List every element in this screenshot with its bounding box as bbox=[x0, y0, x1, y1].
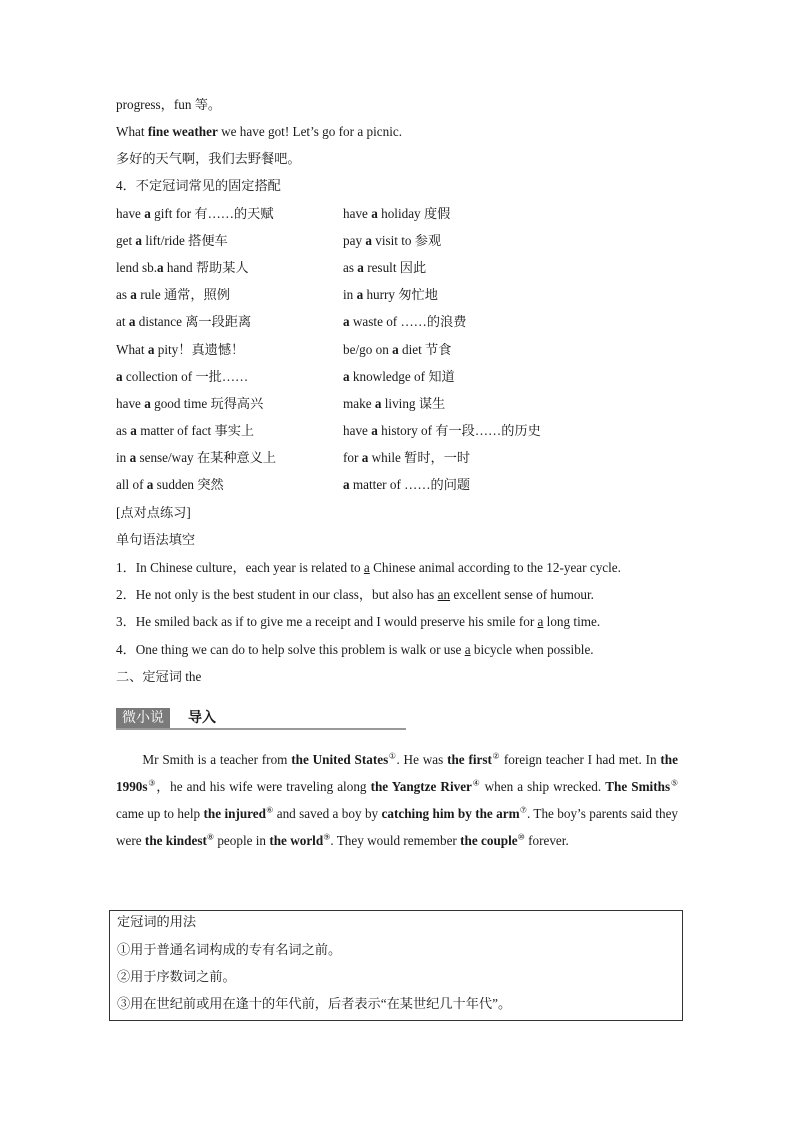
practice-item: 1．In Chinese culture，each year is related to a Chinese animal according to the 12-year cycle. bbox=[116, 560, 621, 575]
phrase-right: in a hurry 匆忙地 bbox=[343, 287, 438, 302]
banner-rule bbox=[116, 728, 406, 730]
phrase-right: have a history of 有一段……的历史 bbox=[343, 423, 541, 438]
answer-blank: a bbox=[537, 614, 544, 629]
practice-header: [点对点练习] bbox=[116, 505, 191, 520]
answer-blank: a bbox=[464, 642, 471, 657]
phrase-right: for a while 暂时，一时 bbox=[343, 450, 471, 465]
section-heading-fixed-phrases: 4．不定冠词常见的固定搭配 bbox=[116, 178, 281, 193]
phrase-left: at a distance 离一段距离 bbox=[116, 314, 252, 329]
phrase-left: a collection of 一批…… bbox=[116, 369, 249, 384]
practice-subheader: 单句语法填空 bbox=[116, 532, 196, 547]
phrase-left: as a rule 通常，照例 bbox=[116, 287, 230, 302]
phrase-right: a matter of ……的问题 bbox=[343, 477, 471, 492]
practice-item: 4．One thing we can do to help solve this problem is walk or use a bicycle when possible. bbox=[116, 642, 594, 657]
banner-tag: 微小说 bbox=[116, 708, 170, 728]
usage-item: ①用于普通名词构成的专有名词之前。 bbox=[117, 942, 342, 957]
phrase-left: in a sense/way 在某种意义上 bbox=[116, 450, 277, 465]
phrase-right: have a holiday 度假 bbox=[343, 206, 451, 221]
phrase-left: What a pity！真遗憾！ bbox=[116, 342, 245, 357]
section-heading-definite-article: 二、定冠词 the bbox=[116, 669, 202, 684]
phrase-left: get a lift/ride 搭便车 bbox=[116, 233, 228, 248]
phrase-left: lend sb.a hand 帮助某人 bbox=[116, 260, 249, 275]
usage-item: ②用于序数词之前。 bbox=[117, 969, 236, 984]
micro-story-banner bbox=[116, 706, 406, 730]
answer-blank: a bbox=[363, 560, 370, 575]
intro-line-1: progress，fun 等。 bbox=[116, 97, 222, 112]
phrase-right: pay a visit to 参观 bbox=[343, 233, 442, 248]
phrase-left: have a good time 玩得高兴 bbox=[116, 396, 264, 411]
usage-item: ③用在世纪前或用在逢十的年代前，后者表示“在某世纪几十年代”。 bbox=[117, 996, 512, 1011]
practice-item: 2．He not only is the best student in our class，but also has an excellent sense of humour. bbox=[116, 587, 594, 602]
intro-translation: 多好的天气啊，我们去野餐吧。 bbox=[116, 151, 301, 166]
phrase-right: be/go on a diet 节食 bbox=[343, 342, 452, 357]
answer-blank: an bbox=[437, 587, 451, 602]
phrase-right: a knowledge of 知道 bbox=[343, 369, 455, 384]
phrase-left: all of a sudden 突然 bbox=[116, 477, 224, 492]
story-paragraph: Mr Smith is a teacher from the United States①. He was the first② foreign teacher I had met. In the 1990s③，he and his wife were traveling along the Yangtze River④ when a ship wrecked. The Smiths⑤ came up to help the injured⑥ and saved a boy by catching him by the arm⑦. The boy’s parents said they were the kindest⑧ people in the world⑨. They would remember the couple⑩ forever. bbox=[116, 751, 679, 848]
phrase-right: as a result 因此 bbox=[343, 260, 427, 275]
phrase-left: have a gift for 有……的天赋 bbox=[116, 206, 274, 221]
phrase-right: make a living 谋生 bbox=[343, 396, 446, 411]
phrase-left: as a matter of fact 事实上 bbox=[116, 423, 255, 438]
practice-item: 3．He smiled back as if to give me a receipt and I would preserve his smile for a long time. bbox=[116, 614, 601, 629]
phrase-right: a waste of ……的浪费 bbox=[343, 314, 467, 329]
banner-title: 导入 bbox=[188, 710, 216, 726]
usage-box bbox=[109, 910, 683, 1021]
intro-example-sentence: What fine weather we have got! Let’s go for a picnic. bbox=[116, 124, 403, 139]
usage-box-title: 定冠词的用法 bbox=[117, 914, 197, 929]
